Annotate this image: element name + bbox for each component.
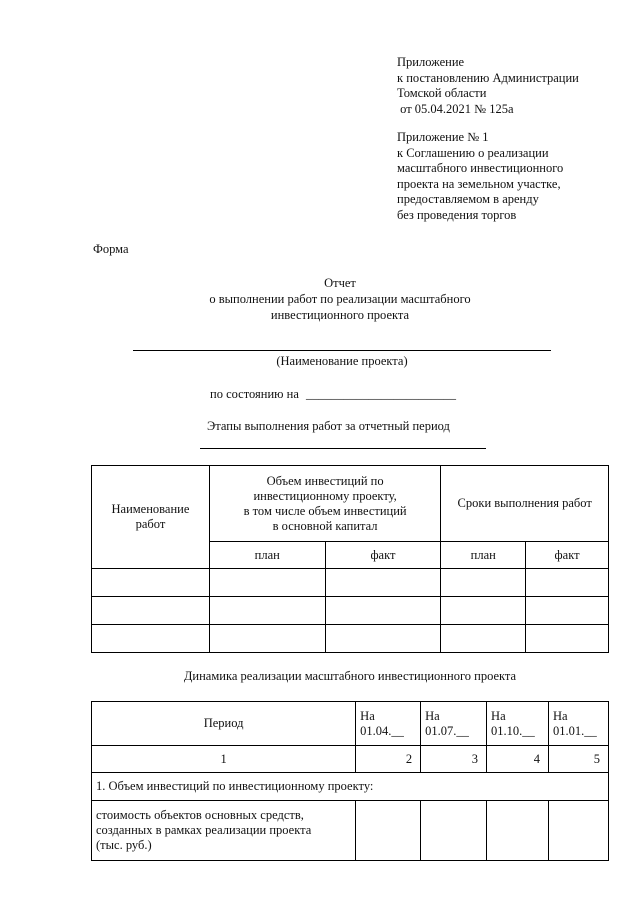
column-number: 1 xyxy=(92,746,356,773)
table-row xyxy=(92,625,609,653)
section-investment-heading: 1. Объем инвестиций по инвестиционному проекту: xyxy=(92,773,609,801)
stages-heading: Этапы выполнения работ за отчетный период xyxy=(207,419,450,433)
report-title-line: Отчет xyxy=(324,276,356,290)
col-header-work-name-line: работ xyxy=(135,517,166,531)
appendix-agreement-line: предоставляемом в аренду xyxy=(397,192,539,206)
table-cell[interactable] xyxy=(421,801,487,861)
as-of-date-field[interactable]: ________________________ xyxy=(306,387,456,401)
table-cell[interactable] xyxy=(356,801,421,861)
appendix-agreement-line: проекта на земельном участке, xyxy=(397,176,561,191)
row-label-line: стоимость объектов основных средств, xyxy=(96,808,304,822)
table-cell[interactable] xyxy=(526,597,609,625)
form-label: Форма xyxy=(93,242,129,256)
table-cell[interactable] xyxy=(92,569,210,597)
table-cell[interactable] xyxy=(526,625,609,653)
dynamics-heading: Динамика реализации масштабного инвестиционного проекта xyxy=(183,669,517,683)
col-header-work-name xyxy=(92,466,210,569)
appendix-agreement-block xyxy=(397,130,627,223)
table-cell[interactable] xyxy=(526,569,609,597)
appendix-agreement-line: к Соглашению о реализации xyxy=(397,145,549,160)
col-header-terms: Сроки выполнения работ xyxy=(441,466,609,542)
col-header-investment-line: в том числе объем инвестиций xyxy=(243,503,407,518)
as-of-row xyxy=(210,387,456,402)
col-header-work-name-line: Наименование xyxy=(111,502,190,516)
appendix-decree-date: от 05.04.2021 № 125а xyxy=(397,101,514,116)
as-of-label: по состоянию на xyxy=(210,387,299,401)
table-cell[interactable] xyxy=(325,625,441,653)
appendix-decree-line: Томской области xyxy=(397,86,487,100)
appendix-agreement-line: без проведения торгов xyxy=(397,207,517,222)
period-header: Период xyxy=(92,702,356,746)
row-label-fixed-assets-cost xyxy=(92,801,356,861)
date-header-value: 01.04.__ xyxy=(360,723,404,738)
report-title-line: о выполнении работ по реализации масштабного xyxy=(209,292,471,306)
table-cell[interactable] xyxy=(209,569,325,597)
column-number: 4 xyxy=(487,746,549,773)
table-row xyxy=(92,597,609,625)
report-title-line: инвестиционного проекта xyxy=(270,308,410,322)
date-header-prefix: На xyxy=(491,708,506,723)
column-number: 5 xyxy=(549,746,609,773)
project-name-caption: (Наименование проекта) xyxy=(276,354,408,368)
table-cell[interactable] xyxy=(325,597,441,625)
appendix-decree-block xyxy=(397,55,627,117)
date-header xyxy=(549,702,609,746)
column-number: 3 xyxy=(421,746,487,773)
table-cell[interactable] xyxy=(441,569,526,597)
col-header-investment-line: инвестиционному проекту, xyxy=(253,488,397,503)
stages-period-field[interactable] xyxy=(200,448,486,449)
appendix-decree-line: Приложение xyxy=(397,55,465,69)
table-cell[interactable] xyxy=(92,625,210,653)
date-header xyxy=(421,702,487,746)
date-header xyxy=(487,702,549,746)
date-header-value: 01.01.__ xyxy=(553,723,597,738)
table-cell[interactable] xyxy=(209,625,325,653)
sub-header-fact: факт xyxy=(325,542,441,569)
table-cell[interactable] xyxy=(549,801,609,861)
appendix-decree-line: к постановлению Администрации xyxy=(397,70,579,85)
column-number: 2 xyxy=(356,746,421,773)
date-header xyxy=(356,702,421,746)
table-cell[interactable] xyxy=(441,625,526,653)
sub-header-fact: факт xyxy=(526,542,609,569)
col-header-investment-line: в основной капитал xyxy=(272,518,378,533)
date-header-prefix: На xyxy=(425,708,440,723)
date-header-value: 01.07.__ xyxy=(425,723,469,738)
dynamics-table xyxy=(91,701,609,861)
table-cell[interactable] xyxy=(325,569,441,597)
table-cell[interactable] xyxy=(209,597,325,625)
table-cell[interactable] xyxy=(487,801,549,861)
report-title xyxy=(120,275,560,323)
row-label-line: созданных в рамках реализации проекта xyxy=(96,823,312,837)
appendix-agreement-line: масштабного инвестиционного xyxy=(397,161,564,175)
table-row xyxy=(92,801,609,861)
table-cell[interactable] xyxy=(92,597,210,625)
table-row xyxy=(92,569,609,597)
date-header-prefix: На xyxy=(360,708,375,723)
works-table xyxy=(91,465,609,653)
sub-header-plan: план xyxy=(209,542,325,569)
table-cell[interactable] xyxy=(441,597,526,625)
sub-header-plan: план xyxy=(441,542,526,569)
appendix-agreement-line: Приложение № 1 xyxy=(397,130,489,144)
row-label-line: (тыс. руб.) xyxy=(96,838,152,852)
col-header-investment-line: Объем инвестиций по xyxy=(266,473,384,488)
project-name-field[interactable] xyxy=(133,350,551,351)
date-header-prefix: На xyxy=(553,708,568,723)
col-header-investment xyxy=(209,466,440,542)
date-header-value: 01.10.__ xyxy=(491,723,535,738)
